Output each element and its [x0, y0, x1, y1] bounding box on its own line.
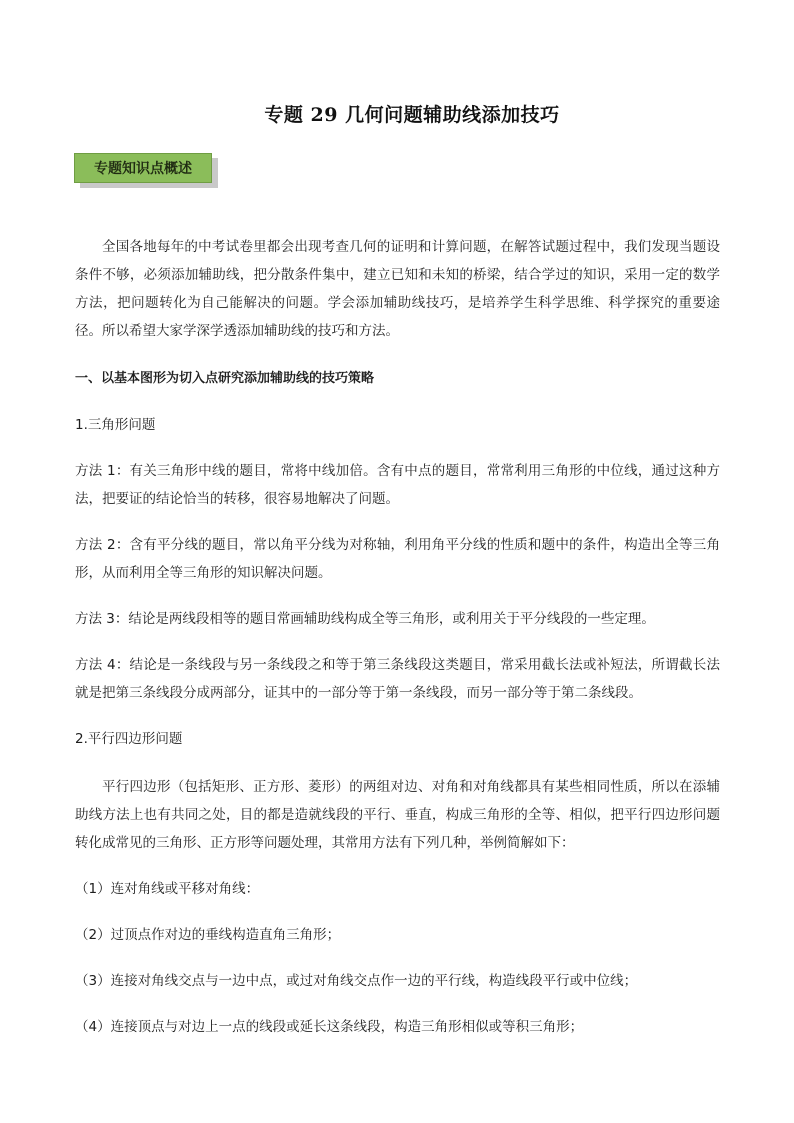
triangle-method-2: 方法 2：含有平分线的题目，常以角平分线为对称轴，利用角平分线的性质和题中的条件，构造出全等三角形，从而利用全等三角形的知识解决问题。	[75, 537, 720, 581]
triangle-method-4: 方法 4：结论是一条线段与另一条线段之和等于第三条线段这类题目，常采用截长法或补短法，所谓截长法就是把第三条线段分成两部分，证其中的一部分等于第一条线段，而另一部分等于第二条线段。	[75, 657, 720, 701]
parallelogram-item-4: （4）连接顶点与对边上一点的线段或延长这条线段，构造三角形相似或等积三角形；	[75, 1019, 584, 1035]
document-body	[75, 233, 720, 1041]
banner-label: 专题知识点概述	[74, 153, 212, 183]
intro-paragraph: 全国各地每年的中考试卷里都会出现考查几何的证明和计算问题，在解答试题过程中，我们发现当题设条件不够，必须添加辅助线，把分散条件集中，建立已知和未知的桥梁，结合学过的知识，采用一定的数学方法，把问题转化为自己能解决的问题。学会添加辅助线技巧，是培养学生科学思维、科学探究的重要途径。所以希望大家学深学透添加辅助线的技巧和方法。	[75, 239, 720, 339]
section-banner	[74, 153, 214, 185]
parallelogram-item-1: （1）连对角线或平移对角线：	[75, 881, 260, 897]
parallelogram-item-3: （3）连接对角线交点与一边中点，或过对角线交点作一边的平行线，构造线段平行或中位线；	[75, 973, 638, 989]
parallelogram-heading: 2.平行四边形问题	[75, 731, 183, 747]
triangle-method-3: 方法 3：结论是两线段相等的题目常画辅助线构成全等三角形，或利用关于平分线段的一些定理。	[75, 611, 655, 627]
section-heading: 一、以基本图形为切入点研究添加辅助线的技巧策略	[75, 371, 375, 386]
page-title: 专题 29 几何问题辅助线添加技巧	[264, 104, 560, 126]
parallelogram-item-2: （2）过顶点作对边的垂线构造直角三角形；	[75, 927, 341, 943]
parallelogram-intro: 平行四边形（包括矩形、正方形、菱形）的两组对边、对角和对角线都具有某些相同性质，所以在添辅助线方法上也有共同之处，目的都是造就线段的平行、垂直，构成三角形的全等、相似，把平行四边形问题转化成常见的三角形、正方形等问题处理，其常用方法有下列几种，举例简解如下：	[75, 779, 720, 851]
triangle-method-1: 方法 1：有关三角形中线的题目，常将中线加倍。含有中点的题目，常常利用三角形的中位线，通过这种方法，把要证的结论恰当的转移，很容易地解决了问题。	[75, 463, 720, 507]
triangle-heading: 1.三角形问题	[75, 417, 156, 433]
